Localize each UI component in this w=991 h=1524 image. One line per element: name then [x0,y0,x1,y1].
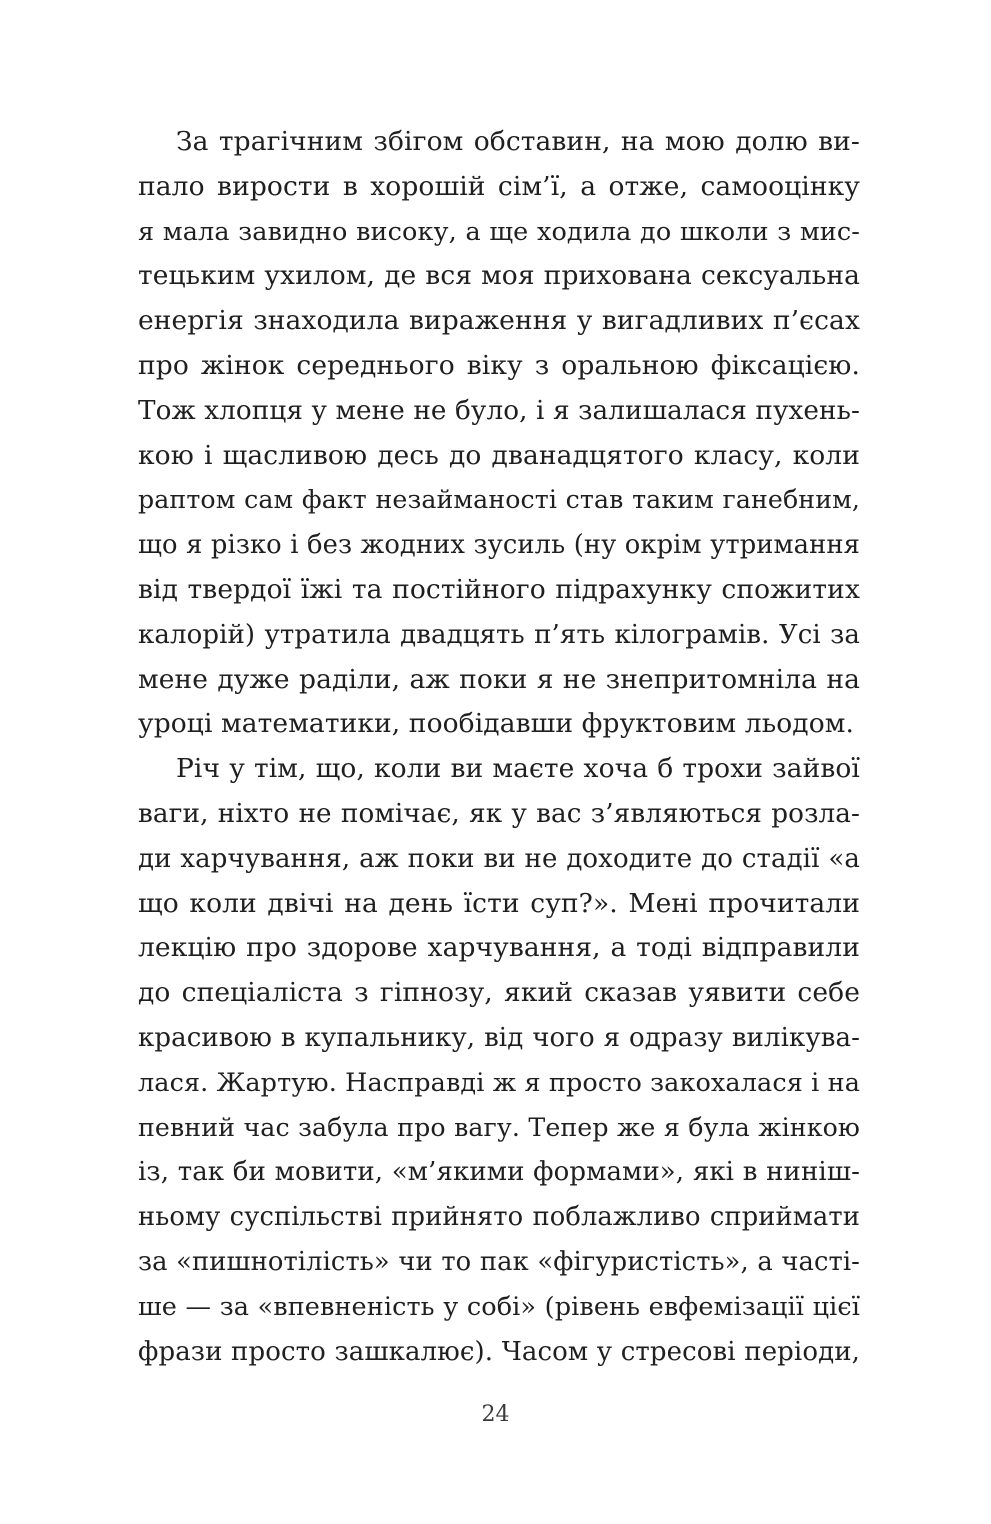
text-line: За трагічним збігом обставин, на мою долю ви- [176,126,860,157]
text-line: про жінок середнього віку з оральною фіксацією. [138,349,860,381]
page-number: 24 [481,1402,510,1427]
text-line: фрази просто зашкалює). Часом у стресові періоди, [138,1336,860,1367]
text-line: я мала завидно високу, а ще ходила до школи з мис- [138,216,860,247]
text-line: ваги, ніхто не помічає, як у вас з’являються розла- [138,798,860,829]
text-line: ди харчування, аж поки ви не доходите до стадії «а [138,843,860,874]
text-line: певний час забула про вагу. Тепер же я була жінкою [138,1112,860,1142]
text-line: лася. Жартую. Насправді ж я просто закохалася і на [138,1067,860,1098]
text-line: енергія знаходила вираження у вигадливих п’єсах [138,305,860,337]
text-line: що коли двічі на день їсти суп?». Мені прочитали [138,887,860,919]
text-line: із, так би мовити, «м’якими формами», які в ниніш- [138,1157,860,1188]
text-line: мене дуже раділи, аж поки я не знепритомніла на [138,663,860,695]
text-line: раптом сам факт незайманості став таким ганебним, [138,485,860,515]
text-line: лекцію про здорове харчування, а тоді відправили [138,932,860,964]
body-text [138,120,860,1374]
text-line: уроці математики, пообідавши фруктовим льодом. [138,708,854,740]
text-line: красивою в купальнику, від чого я одразу вилікува- [138,1022,860,1053]
text-line: тецьким ухилом, де вся моя прихована сексуальна [138,260,860,292]
text-line: до спеціаліста з гіпнозу, який сказав уявити себе [138,977,860,1009]
text-line: від твердої їжі та постійного підрахунку спожитих [138,573,860,605]
text-line: Річ у тім, що, коли ви маєте хоча б трохи зайвої [176,753,860,785]
text-line: Тож хлопця у мене не було, і я залишалася пухень- [138,395,860,426]
text-line: калорій) утратила двадцять п’ять кілограмів. Усі за [138,619,860,650]
paragraph-1 [138,120,860,747]
paragraph-2 [138,747,860,1374]
text-line: що я різко і без жодних зусиль (ну окрім утримання [138,530,860,561]
text-line: ше — за «впевненість у собі» (рівень евфемізації цієї [138,1291,860,1322]
text-line: за «пишнотілість» чи то пак «фігуристість», а часті- [138,1246,860,1277]
text-line: ньому суспільстві прийнято поблажливо сприймати [138,1202,860,1233]
text-line: кою і щасливою десь до дванадцятого класу, коли [138,439,860,471]
text-line: пало вирости в хорошій сім’ї, а отже, самооцінку [138,170,860,202]
